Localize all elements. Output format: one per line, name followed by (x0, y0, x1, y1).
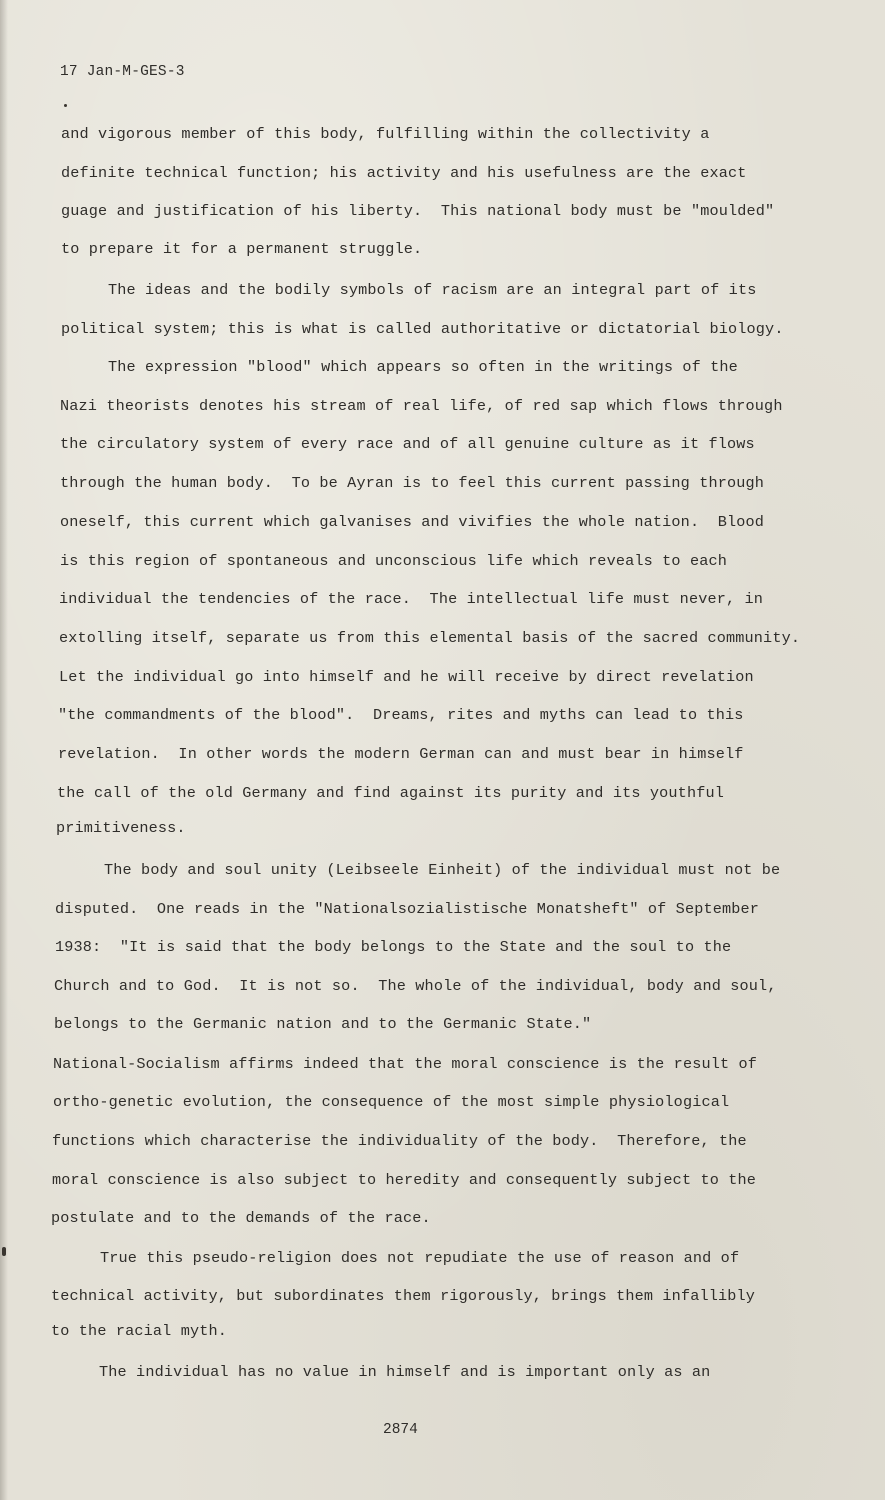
text-line: 1938: "It is said that the body belongs to the State and the soul to the (55, 938, 732, 956)
text-line: primitiveness. (56, 819, 186, 837)
text-line: oneself, this current which galvanises and vivifies the whole nation. Blood (60, 513, 765, 531)
text-line: revelation. In other words the modern German can and must bear in himself (58, 745, 744, 763)
text-line: The individual has no value in himself and is important only as an (99, 1363, 711, 1381)
text-line: The body and soul unity (Leibseele Einheit) of the individual must not be (104, 861, 781, 879)
ink-speck (2, 1247, 6, 1256)
text-line: is this region of spontaneous and unconscious life which reveals to each (60, 552, 728, 570)
page-number: 2874 (383, 1422, 418, 1438)
text-line: to prepare it for a permanent struggle. (61, 240, 423, 258)
text-line: moral conscience is also subject to heredity and consequently subject to the (52, 1171, 757, 1189)
page-edge-shadow (0, 0, 8, 1500)
text-line: extolling itself, separate us from this elemental basis of the sacred community. (59, 629, 801, 647)
text-line: "the commandments of the blood". Dreams, rites and myths can lead to this (58, 706, 744, 724)
text-line: belongs to the Germanic nation and to the Germanic State." (54, 1015, 592, 1033)
text-line: ortho-genetic evolution, the consequence of the most simple physiological (53, 1093, 730, 1111)
text-line: through the human body. To be Ayran is to feel this current passing through (60, 474, 765, 492)
text-line: the call of the old Germany and find against its purity and its youthful (57, 784, 725, 802)
text-line: Nazi theorists denotes his stream of real life, of red sap which flows through (60, 397, 783, 415)
text-line: technical activity, but subordinates them rigorously, brings them infallibly (51, 1287, 756, 1305)
document-reference-header: 17 Jan-M-GES-3 (60, 64, 185, 80)
text-line: political system; this is what is called authoritative or dictatorial biology. (61, 320, 784, 338)
text-line: National-Socialism affirms indeed that the moral conscience is the result of (53, 1055, 758, 1073)
text-line: the circulatory system of every race and of all genuine culture as it flows (60, 435, 755, 453)
text-line: postulate and to the demands of the race. (51, 1209, 431, 1227)
text-line: definite technical function; his activity and his usefulness are the exact (61, 164, 747, 182)
text-line: The expression "blood" which appears so often in the writings of the (108, 358, 738, 376)
text-line: Let the individual go into himself and he will receive by direct revelation (59, 668, 754, 686)
ink-speck (64, 104, 67, 107)
text-line: functions which characterise the individuality of the body. Therefore, the (52, 1132, 747, 1150)
text-line: individual the tendencies of the race. The intellectual life must never, in (59, 590, 764, 608)
text-line: and vigorous member of this body, fulfilling within the collectivity a (61, 125, 710, 143)
text-line: The ideas and the bodily symbols of racism are an integral part of its (108, 281, 757, 299)
text-line: disputed. One reads in the "Nationalsozialistische Monatsheft" of September (55, 900, 760, 918)
text-line: to the racial myth. (51, 1322, 228, 1340)
text-line: True this pseudo-religion does not repudiate the use of reason and of (100, 1249, 740, 1267)
text-line: Church and to God. It is not so. The whole of the individual, body and soul, (54, 977, 777, 995)
text-line: guage and justification of his liberty. This national body must be "moulded" (61, 202, 775, 220)
